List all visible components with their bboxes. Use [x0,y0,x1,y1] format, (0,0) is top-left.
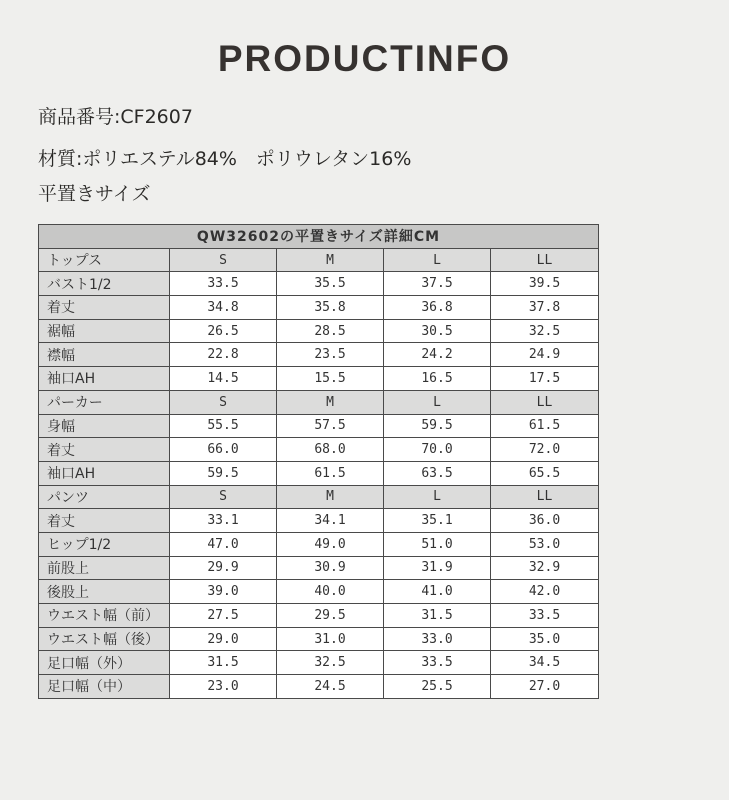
size-value: 35.1 [384,509,491,533]
size-value: 23.5 [277,343,384,367]
material-line: 材質:ポリエステル84% ポリウレタン16% [38,148,412,170]
size-value: 27.0 [491,675,599,699]
row-label: 身幅 [39,414,170,438]
size-value: 37.8 [491,296,599,320]
size-value: 59.5 [384,414,491,438]
size-column-header: S [170,390,277,414]
section-header-row [39,485,599,509]
size-value: 33.5 [170,272,277,296]
size-value: 40.0 [277,580,384,604]
size-value: 29.5 [277,604,384,628]
size-column-header: S [170,248,277,272]
table-row [39,556,599,580]
table-row [39,675,599,699]
size-value: 24.5 [277,675,384,699]
row-label: 後股上 [39,580,170,604]
row-label: 着丈 [39,509,170,533]
size-value: 72.0 [491,438,599,462]
size-column-header: M [277,485,384,509]
size-column-header: M [277,390,384,414]
section-name: トップス [39,248,170,272]
size-column-header: M [277,248,384,272]
table-row [39,627,599,651]
size-value: 25.5 [384,675,491,699]
table-caption: QW32602の平置きサイズ詳細CM [39,225,599,249]
size-value: 35.8 [277,296,384,320]
size-value: 14.5 [170,367,277,391]
size-value: 61.5 [491,414,599,438]
row-label: 足口幅（中） [39,675,170,699]
size-value: 33.5 [491,604,599,628]
size-value: 17.5 [491,367,599,391]
row-label: 襟幅 [39,343,170,367]
size-value: 33.1 [170,509,277,533]
size-value: 32.9 [491,556,599,580]
size-value: 23.0 [170,675,277,699]
size-column-header: L [384,390,491,414]
size-column-header: L [384,485,491,509]
section-header-row [39,390,599,414]
row-label: ウエスト幅（前） [39,604,170,628]
table-row [39,580,599,604]
size-value: 27.5 [170,604,277,628]
table-row [39,509,599,533]
table-row [39,414,599,438]
size-value: 65.5 [491,461,599,485]
table-row [39,604,599,628]
size-column-header: S [170,485,277,509]
table-row [39,272,599,296]
size-column-header: L [384,248,491,272]
size-value: 47.0 [170,532,277,556]
size-value: 53.0 [491,532,599,556]
size-value: 37.5 [384,272,491,296]
size-value: 30.9 [277,556,384,580]
size-value: 31.0 [277,627,384,651]
row-label: ヒップ1/2 [39,532,170,556]
row-label: 前股上 [39,556,170,580]
size-value: 29.0 [170,627,277,651]
size-value: 30.5 [384,319,491,343]
row-label: 袖口AH [39,367,170,391]
table-row [39,319,599,343]
size-table-body [39,225,599,699]
size-value: 24.2 [384,343,491,367]
size-value: 49.0 [277,532,384,556]
size-column-header: LL [491,248,599,272]
page-title: PRODUCTINFO [217,38,512,79]
size-value: 33.0 [384,627,491,651]
size-value: 34.1 [277,509,384,533]
size-value: 31.5 [384,604,491,628]
size-value: 59.5 [170,461,277,485]
table-caption-row [39,225,599,249]
size-value: 29.9 [170,556,277,580]
size-column-header: LL [491,390,599,414]
product-number-line: 商品番号:CF2607 [38,106,193,128]
size-value: 32.5 [277,651,384,675]
size-value: 55.5 [170,414,277,438]
size-value: 36.0 [491,509,599,533]
row-label: 袖口AH [39,461,170,485]
table-row [39,438,599,462]
size-value: 70.0 [384,438,491,462]
size-value: 16.5 [384,367,491,391]
size-value: 33.5 [384,651,491,675]
row-label: 裾幅 [39,319,170,343]
size-value: 51.0 [384,532,491,556]
table-row [39,651,599,675]
size-value: 68.0 [277,438,384,462]
size-value: 34.5 [491,651,599,675]
flat-size-heading: 平置きサイズ [38,183,151,205]
row-label: ウエスト幅（後） [39,627,170,651]
row-label: 足口幅（外） [39,651,170,675]
row-label: バスト1/2 [39,272,170,296]
section-name: パーカー [39,390,170,414]
size-value: 34.8 [170,296,277,320]
table-row [39,461,599,485]
size-value: 42.0 [491,580,599,604]
size-table [38,224,599,699]
size-value: 15.5 [277,367,384,391]
size-column-header: LL [491,485,599,509]
table-row [39,296,599,320]
size-value: 22.8 [170,343,277,367]
size-value: 39.5 [491,272,599,296]
size-value: 24.9 [491,343,599,367]
size-value: 31.5 [170,651,277,675]
size-value: 36.8 [384,296,491,320]
size-value: 63.5 [384,461,491,485]
size-value: 61.5 [277,461,384,485]
table-row [39,532,599,556]
table-row [39,343,599,367]
size-value: 41.0 [384,580,491,604]
size-value: 31.9 [384,556,491,580]
size-value: 32.5 [491,319,599,343]
section-header-row [39,248,599,272]
size-value: 66.0 [170,438,277,462]
size-value: 35.5 [277,272,384,296]
table-row [39,367,599,391]
size-value: 28.5 [277,319,384,343]
size-value: 39.0 [170,580,277,604]
row-label: 着丈 [39,438,170,462]
size-value: 26.5 [170,319,277,343]
size-value: 57.5 [277,414,384,438]
size-value: 35.0 [491,627,599,651]
section-name: パンツ [39,485,170,509]
row-label: 着丈 [39,296,170,320]
